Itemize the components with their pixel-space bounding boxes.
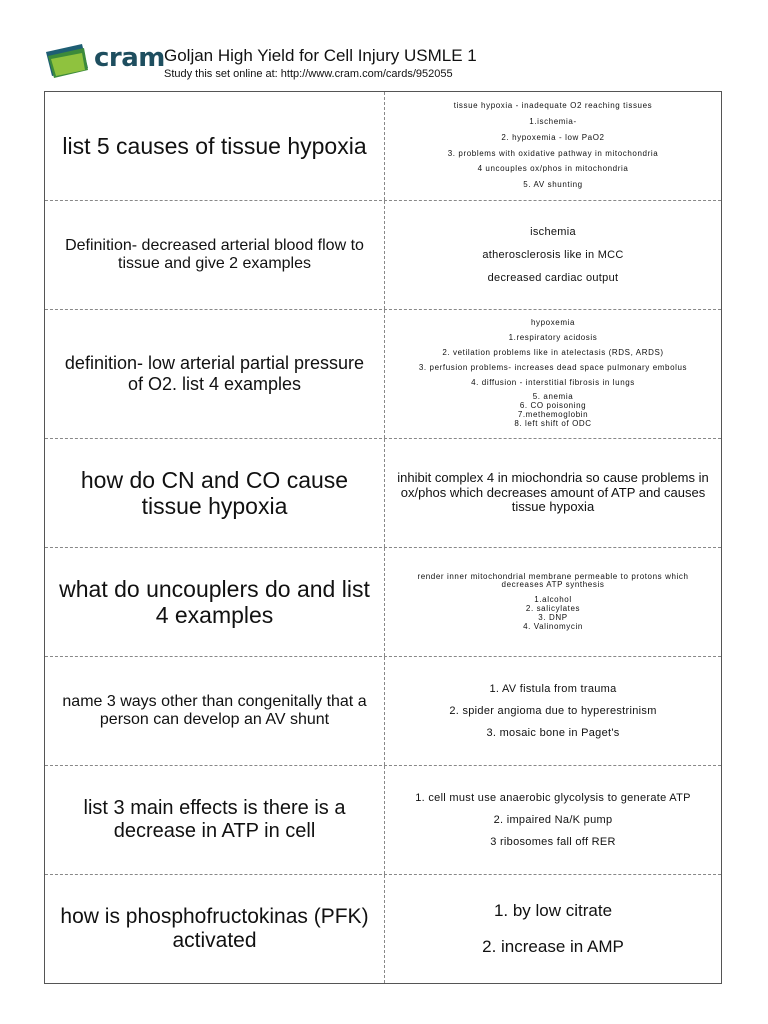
answer-cell (385, 310, 721, 438)
answer-line: 2. increase in AMP (482, 937, 624, 956)
answer-line: 3. mosaic bone in Paget's (486, 727, 620, 739)
question-text: what do uncouplers do and list 4 examples (59, 575, 370, 628)
answer-line: inhibit complex 4 in miochondria so cause problems in ox/phos which decreases amount of ATP and causes tissue hypoxia (397, 469, 709, 515)
question-cell (45, 875, 385, 983)
question-cell (45, 548, 385, 656)
answer-line: 3. DNP (538, 612, 568, 622)
cram-logo (42, 40, 165, 86)
answer-line: 3. problems with oxidative pathway in mitochondria (447, 148, 659, 158)
flashcard-row (45, 200, 721, 309)
answer-cell (385, 439, 721, 547)
page-header (42, 40, 742, 86)
answer-line: 2. hypoxemia - low PaO2 (501, 132, 605, 142)
flashcard-row (45, 765, 721, 874)
answer-line: 2. salicylates (525, 604, 581, 613)
question-cell (45, 766, 385, 874)
question-cell (45, 201, 385, 309)
cram-logo-icon (42, 42, 94, 80)
answer-line: 3. perfusion problems- increases dead space pulmonary embolus (418, 362, 688, 372)
page-subtitle: Study this set online at: http://www.cram.com/cards/952055 (164, 68, 453, 80)
answer-line: hypoxemia (530, 318, 576, 328)
answer-line: tissue hypoxia - inadequate O2 reaching tissues (453, 101, 653, 111)
answer-cell (385, 548, 721, 656)
answer-cell (385, 766, 721, 874)
question-text: how is phosphofructokinas (PFK) activated (60, 904, 369, 952)
answer-line: 1. by low citrate (493, 901, 613, 920)
answer-line: 8. left shift of ODC (514, 418, 592, 428)
answer-line: 4. Valinomycin (523, 621, 583, 631)
answer-line: 5. AV shunting (523, 180, 583, 190)
answer-line: 4 uncouples ox/phos in mitochondria (477, 164, 629, 174)
answer-line: ischemia (530, 226, 576, 238)
answer-line: 1.ischemia- (529, 116, 577, 126)
logo-text: cram (94, 43, 165, 73)
flashcard-row (45, 92, 721, 200)
answer-cell (385, 875, 721, 983)
question-text: how do CN and CO cause tissue hypoxia (80, 466, 349, 519)
answer-line: 1. AV fistula from trauma (489, 683, 617, 695)
flashcard-row (45, 309, 721, 438)
answer-line: 4. diffusion - interstitial fibrosis in lungs (471, 377, 635, 387)
answer-line: render inner mitochondrial membrane permeable to protons which decreases ATP synthesis (417, 571, 689, 590)
answer-line: 2. spider angioma due to hyperestrinism (449, 705, 657, 717)
page-title: Goljan High Yield for Cell Injury USMLE 1 (164, 46, 477, 65)
question-text: list 5 causes of tissue hypoxia (62, 132, 367, 159)
answer-line: 3 ribosomes fall off RER (490, 836, 616, 848)
answer-line: decreased cardiac output (487, 272, 619, 284)
answer-line: 5. anemia (532, 392, 574, 402)
question-cell (45, 310, 385, 438)
answer-cell (385, 92, 721, 200)
question-cell (45, 92, 385, 200)
answer-line: 6. CO poisoning (519, 401, 587, 411)
question-text: name 3 ways other than congenitally that a person can develop an AV shunt (62, 692, 367, 728)
answer-line: 1.respiratory acidosis (508, 333, 598, 343)
flashcard-grid (44, 91, 722, 984)
answer-cell (385, 657, 721, 765)
flashcard-row (45, 874, 721, 983)
question-text: definition- low arterial partial pressure of O2. list 4 examples (64, 353, 365, 394)
flashcard-row (45, 656, 721, 765)
answer-cell (385, 201, 721, 309)
answer-line: 1.alcohol (534, 595, 572, 605)
answer-line: 7.methemoglobin (517, 409, 589, 419)
answer-line: atherosclerosis like in MCC (482, 249, 624, 261)
answer-line: 2. impaired Na/K pump (493, 814, 613, 826)
answer-line: 2. vetilation problems like in atelectasis (RDS, ARDS) (442, 348, 664, 357)
answer-line: 1. cell must use anaerobic glycolysis to generate ATP (415, 792, 691, 804)
question-cell (45, 439, 385, 547)
flashcard-row (45, 438, 721, 547)
question-text: Definition- decreased arterial blood flow to tissue and give 2 examples (65, 236, 364, 272)
flashcard-row (45, 547, 721, 656)
question-cell (45, 657, 385, 765)
question-text: list 3 main effects is there is a decrease in ATP in cell (83, 797, 346, 842)
